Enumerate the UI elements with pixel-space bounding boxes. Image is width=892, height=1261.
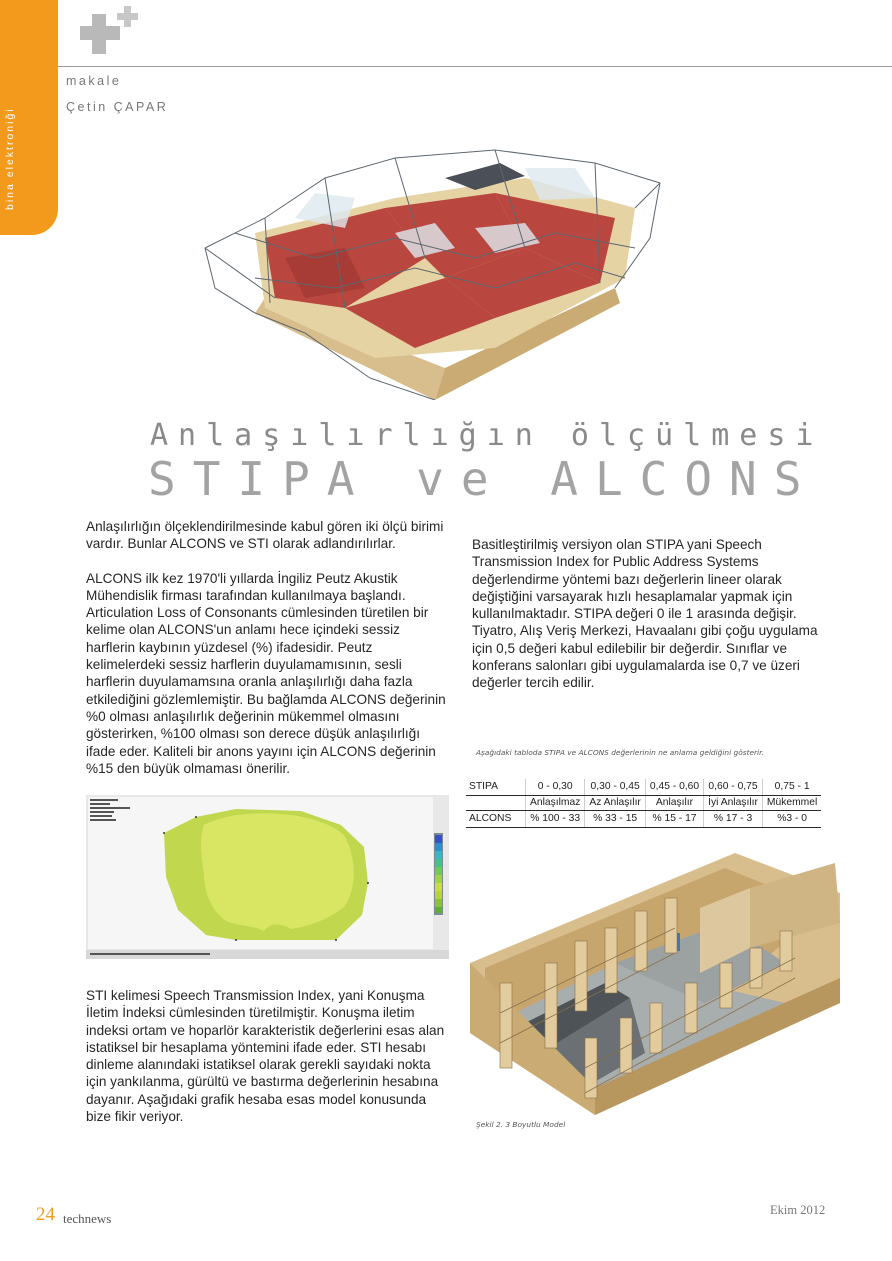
plus-logo-icon xyxy=(80,6,146,58)
figure-caption: Şekil 2. 3 Boyutlu Model xyxy=(476,1120,566,1129)
magazine-name: technews xyxy=(63,1211,112,1226)
section-label: makale xyxy=(66,74,122,88)
stipa-range: 0,60 - 0,75 xyxy=(704,779,763,796)
paragraph: STI kelimesi Speech Transmission Index, yani Konuşma İletim İndeksi cümlesinden türetilmiştir. Konuşma iletim indeksi ortam ve hoparlör karakteristik değerlerini esas alan istatiksel bir hesaplama yöntemini ifade eder. STI hesabı dinleme alanındaki istatiksel olarak gerekli sayıdaki nokta için yankılanma, gürültü ve bastırma değerlerinin hesabına dayanır. Aşağıdaki grafik hesaba esas model konusunda bize fikir veriyor. xyxy=(86,988,445,1125)
alcons-range: % 17 - 3 xyxy=(704,811,763,828)
rating: Mükemmel xyxy=(762,796,821,811)
rating: Anlaşılmaz xyxy=(526,796,585,811)
alcons-range: % 15 - 17 xyxy=(645,811,703,828)
right-column-text xyxy=(472,536,830,709)
table-caption: Aşağıdaki tabloda STIPA ve ALCONS değerlerinin ne anlama geldiğini gösterir. xyxy=(476,748,764,757)
rating: İyi Anlaşılır xyxy=(704,796,763,811)
table-row xyxy=(466,811,821,828)
title-line-2: STIPA ve ALCONS xyxy=(148,452,819,506)
rating: Anlaşılır xyxy=(645,796,703,811)
issue-date: Ekim 2012 xyxy=(770,1203,826,1217)
left-column-text xyxy=(86,518,448,794)
sti-simulation-map xyxy=(86,795,449,959)
alcons-range: % 33 - 15 xyxy=(585,811,646,828)
author-name: Çetin ÇAPAR xyxy=(66,100,169,114)
stipa-label: STIPA xyxy=(466,779,526,796)
empty-cell xyxy=(466,796,526,811)
paragraph: Anlaşılırlığın ölçeklendirilmesinde kabul gören iki ölçü birimi vardır. Bunlar ALCONS ve STI olarak adlandırılırlar. xyxy=(86,519,444,552)
page-number: 24 xyxy=(36,1204,55,1225)
alcons-range: % 100 - 33 xyxy=(526,811,585,828)
header-rule xyxy=(58,66,892,67)
auditorium-3d-model xyxy=(195,138,670,400)
stipa-range: 0,75 - 1 xyxy=(762,779,821,796)
left-column-bottom-text xyxy=(86,987,448,1142)
title-line-1: Anlaşılırlığın ölçülmesi xyxy=(150,418,824,453)
paragraph: ALCONS ilk kez 1970'li yıllarda İngiliz Peutz Akustik Mühendislik firması tarafından kullanılmaya başlandı. Articulation Loss of Consonants cümlesinden türetilen bir kelime olan ALCONS'un anlamı hece içindeki sessiz harflerin kaybının yüzdesel (%) ifadesidir. Peutz kelimelerdeki sessiz harflerin duyulamamısının, sesli harflerin duyulamamsına oranla anlaşılırlığı daha fazla etkilediğini gözlemlemiştir. Bu bağlamda ALCONS değerinin %0 olması anlaşılırlık değerinin mükemmel olmasını gösterirken, %100 olması son derece düşük anlaşılırlığı ifade eder. Kaliteli bir anons yayını için ALCONS değerinin %15 den büyük olmaması önerilir. xyxy=(86,570,446,776)
alcons-label: ALCONS xyxy=(466,811,526,828)
stipa-range: 0 - 0,30 xyxy=(526,779,585,796)
table-row xyxy=(466,796,821,811)
alcons-range: %3 - 0 xyxy=(762,811,821,828)
table-row xyxy=(466,779,821,796)
rating: Az Anlaşılır xyxy=(585,796,646,811)
paragraph: Basitleştirilmiş versiyon olan STIPA yani Speech Transmission Index for Public Address Systems değerlendirme yöntemi bazı değerlerin lineer olarak değiştiğini varsayarak hızlı hesaplamalar yapmak için kullanılmaktadır. STIPA değeri 0 ile 1 arasında değişir. Tiyatro, Alış Veriş Merkezi, Havaalanı gibi çoğu uygulama için 0,5 değeri kabul edilebilir bir değerdir. Sınıflar ve konferans salonları gibi uygulamalarda ise 0,7 ve üzeri değerler tercih edilir. xyxy=(472,537,818,691)
stipa-range: 0,30 - 0,45 xyxy=(585,779,646,796)
side-tab-label: bina elektroniği xyxy=(4,107,16,210)
stipa-range: 0,45 - 0,60 xyxy=(645,779,703,796)
room-3d-model xyxy=(465,853,845,1115)
stipa-alcons-table xyxy=(466,779,821,828)
